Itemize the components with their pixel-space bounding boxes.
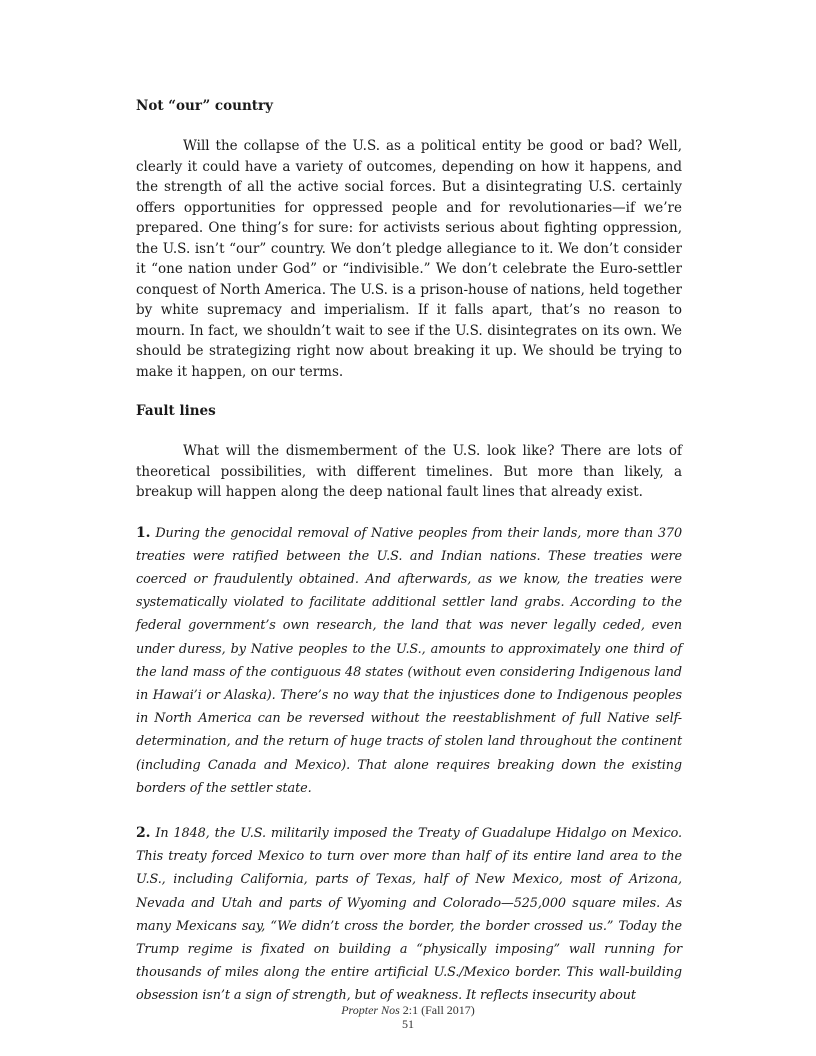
numbered-item xyxy=(136,822,682,1008)
item-number: 1. xyxy=(136,524,151,541)
page-number: 51 xyxy=(402,1017,414,1031)
item-number: 2. xyxy=(136,824,151,841)
page-footer xyxy=(0,1003,816,1031)
page-content xyxy=(136,96,682,1008)
footer-citation xyxy=(0,1003,816,1017)
section-heading: Not “our” country xyxy=(136,98,273,114)
item-text: In 1848, the U.S. militarily imposed the Treaty of Guadalupe Hidalgo on Mexico. This treaty forced Mexico to turn over more than half of its entire land area to the U.S., including California, parts of Texas, half of New Mexico, most of Arizona, Nevada and Utah and parts of Wyoming and Colorado—525,000 square miles. As many Mexicans say, “We didn’t cross the border, the border crossed us.” Today the Trump regime is fixated on building a “physically imposing” wall running for thousands of miles along the entire artificial U.S./Mexico border. This wall-building obsession isn’t a sign of strength, but of weakness. It reflects insecurity about xyxy=(136,825,683,1004)
item-text: During the genocidal removal of Native peoples from their lands, more than 370 treaties were ratified between the U.S. and Indian nations. These treaties were coerced or fraudulently obtained. And afterwards, as we know, the treaties were systematically violated to facilitate additional settler land grabs. According to the federal government’s own research, the land that was never legally ceded, even under duress, by Native peoples to the U.S., amounts to approximately one third of the land mass of the contiguous 48 states (without even considering Indigenous land in Hawai’i or Alaska). There’s no way that the injustices done to Indigenous peoples in North America can be reversed without the reestablishment of full Native self-determination, and the return of huge tracts of stolen land throughout the continent (including Canada and Mexico). That alone requires breaking down the existing borders of the settler state. xyxy=(136,525,683,796)
journal-issue: 2:1 (Fall 2017) xyxy=(399,1003,475,1017)
section-heading: Fault lines xyxy=(136,403,216,419)
body-paragraph: Will the collapse of the U.S. as a political entity be good or bad? Well, clearly it could have a variety of outcomes, depending on how it happens, and the strength of all the active social forces. But a disintegrating U.S. certainly offers opportunities for oppressed people and for revolutionaries—if we’re prepared. One thing’s for sure: for activists serious about fighting oppression, the U.S. isn’t “our” country. We don’t pledge allegiance to it. We don’t consider it “one nation under God” or “indivisible.” We don’t celebrate the Euro-settler conquest of North America. The U.S. is a prison-house of nations, held together by white supremacy and imperialism. If it falls apart, that’s no reason to mourn. In fact, we shouldn’t wait to see if the U.S. disintegrates on its own. We should be strategizing right now about breaking it up. We should be trying to make it happen, on our terms. xyxy=(136,138,682,380)
journal-title: Propter Nos xyxy=(341,1003,400,1017)
numbered-item xyxy=(136,522,682,800)
body-paragraph: What will the dismemberment of the U.S. look like? There are lots of theoretical possibilities, with different timelines. But more than likely, a breakup will happen along the deep national fault lines that already exist. xyxy=(136,443,682,500)
